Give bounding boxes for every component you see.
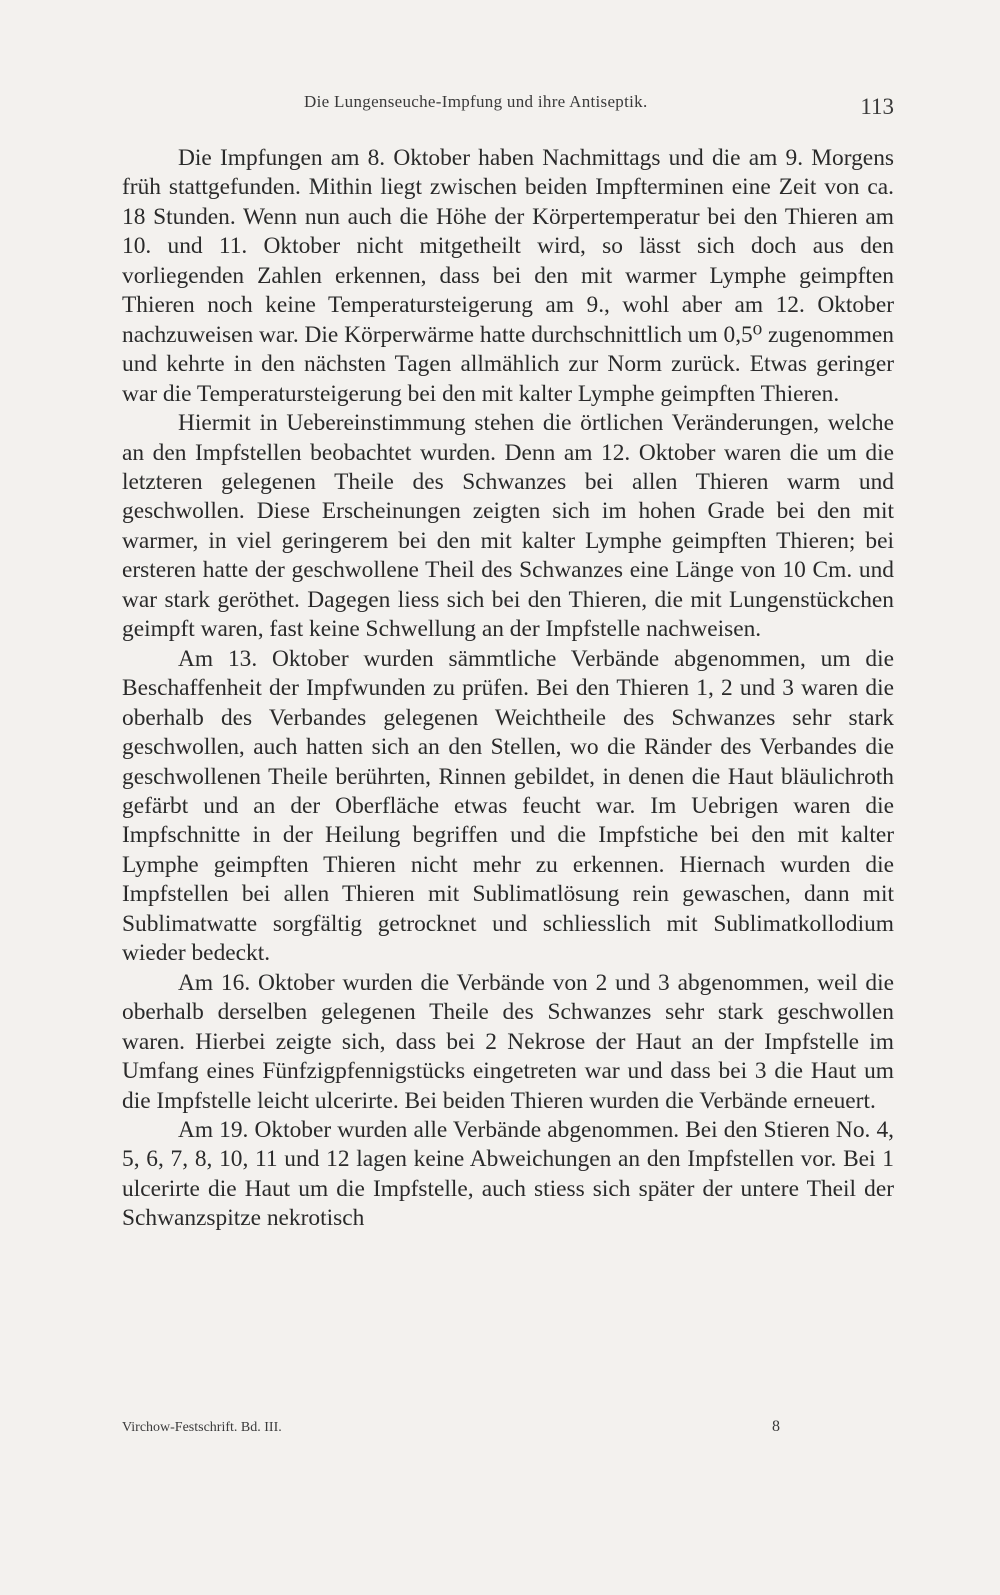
paragraph: Am 19. Oktober wurden alle Verbände abgenommen. Bei den Stieren No. 4, 5, 6, 7, 8, 10, 11 und 12 lagen keine Abweichungen an den Impfstellen vor. Bei 1 ulcerirte die Haut um die Impfstelle, auch stiess sich später der untere Theil der Schwanzspitze nekrotisch bbox=[122, 1116, 894, 1232]
sheet-signature: Virchow-Festschrift. Bd. III. bbox=[122, 1420, 282, 1435]
running-title: Die Lungenseuche-Impfung und ihre Antiseptik. bbox=[304, 92, 648, 111]
paragraph: Am 16. Oktober wurden die Verbände von 2 und 3 abgenommen, weil die oberhalb derselben gelegenen Theile des Schwanzes sehr stark geschwollen waren. Hierbei zeigte sich, dass bei 2 Nekrose der Haut an der Impfstelle im Umfang eines Fünfzigpfennigstücks eingetreten war und dass bei 3 die Haut um die Impfstelle leicht ulcerirte. Bei beiden Thieren wurden die Verbände erneuert. bbox=[122, 969, 894, 1114]
sheet-number: 8 bbox=[772, 1418, 780, 1435]
page-header bbox=[122, 88, 894, 118]
body-text bbox=[122, 144, 894, 1234]
paragraph: Am 13. Oktober wurden sämmtliche Verbände abgenommen, um die Beschaffenheit der Impfwunden zu prüfen. Bei den Thieren 1, 2 und 3 waren die oberhalb des Verbandes gelegenen Weichtheile des Schwanzes sehr stark geschwollen, auch hatten sich an den Stellen, wo die Ränder des Verbandes die geschwollenen Theile berührten, Rinnen gebildet, in denen die Haut bläulichroth gefärbt und an der Oberfläche etwas feucht war. Im Uebrigen waren die Impfschnitte in der Heilung begriffen und die Impfstiche bei den mit kalter Lymphe geimpften Thieren nicht mehr zu erkennen. Hiernach wurden die Impfstellen bei allen Thieren mit Sublimatlösung rein gewaschen, dann mit Sublimatwatte sorgfältig getrocknet und schliesslich mit Sublimatkollodium wieder bedeckt. bbox=[122, 645, 894, 967]
paragraph: Die Impfungen am 8. Oktober haben Nachmittags und die am 9. Morgens früh stattgefunden. Mithin liegt zwischen beiden Impfterminen eine Zeit von ca. 18 Stunden. Wenn nun auch die Höhe der Körpertemperatur bei den Thieren am 10. und 11. Oktober nicht mitgetheilt wird, so lässt sich doch aus den vorliegenden Zahlen erkennen, dass bei den mit warmer Lymphe geimpften Thieren noch keine Temperatursteigerung am 9., wohl aber am 12. Oktober nachzuweisen war. Die Körperwärme hatte durchschnittlich um 0,5⁰ zugenommen und kehrte in den nächsten Tagen allmählich zur Norm zurück. Etwas geringer war die Temperatursteigerung bei den mit kalter Lymphe geimpften Thieren. bbox=[122, 145, 894, 407]
paragraph: Hiermit in Uebereinstimmung stehen die örtlichen Veränderungen, welche an den Impfstellen beobachtet wurden. Denn am 12. Oktober waren die um die letzteren gelegenen Theile des Schwanzes bei allen Thieren warm und geschwollen. Diese Erscheinungen zeigten sich im hohen Grade bei den mit warmer, in viel geringerem bei den mit kalter Lymphe geimpften Thieren; bei ersteren hatte der geschwollene Theil des Schwanzes eine Länge von 10 Cm. und war stark geröthet. Dagegen liess sich bei den Thieren, die mit Lungenstückchen geimpft waren, fast keine Schwellung an der Impfstelle nachweisen. bbox=[122, 410, 894, 643]
page-number: 113 bbox=[860, 94, 894, 119]
